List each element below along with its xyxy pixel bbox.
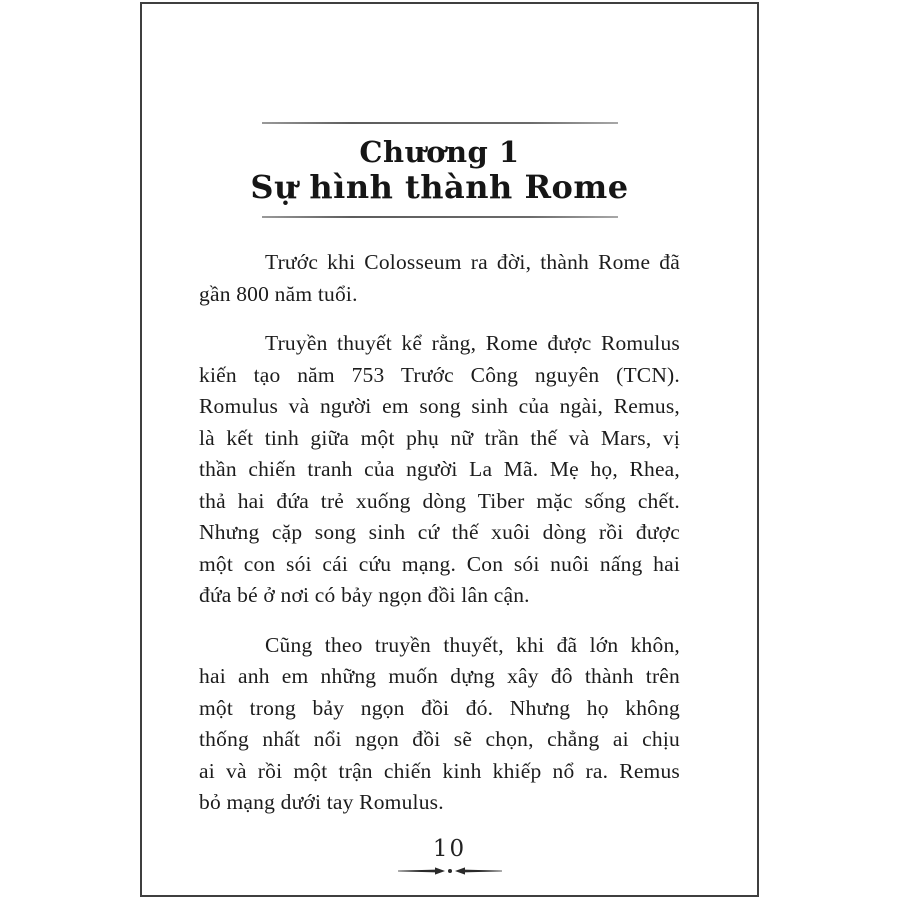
paragraph [199, 630, 680, 819]
chapter-label: Chương 1 [359, 135, 520, 169]
header-rule-top [262, 122, 618, 124]
body-line: thả hai đứa trẻ xuống dòng Tiber mặc sống chết. [199, 488, 680, 513]
body-line: một trong bảy ngọn đồi đó. Nhưng họ không [199, 695, 680, 720]
body-line: một con sói cái cứu mạng. Con sói nuôi nấng hai [199, 551, 680, 576]
body-line: Cũng theo truyền thuyết, khi đã lớn khôn, [265, 632, 680, 657]
body-line: ai và rồi một trận chiến kinh khiếp nổ ra. Remus [199, 758, 680, 783]
body-text [199, 247, 680, 837]
paragraph [199, 247, 680, 310]
header-rule-bottom [262, 216, 618, 218]
paragraph [199, 328, 680, 612]
body-line: thần chiến tranh của người La Mã. Mẹ họ, Rhea, [199, 457, 680, 481]
body-line: thống nhất nổi ngọn đồi sẽ chọn, chẳng ai chịu [199, 727, 680, 751]
page-number: 10 [432, 836, 467, 862]
footer-flourish-icon [140, 864, 759, 878]
body-line: Trước khi Colosseum ra đời, thành Rome đã [265, 250, 680, 274]
chapter-header [199, 122, 680, 218]
body-line: đứa bé ở nơi có bảy ngọn đồi lân cận. [199, 583, 530, 607]
body-line: hai anh em những muốn dựng xây đô thành trên [199, 664, 680, 688]
body-line: Romulus và người em song sinh của ngài, Remus, [199, 394, 680, 418]
body-line: Truyền thuyết kể rằng, Rome được Romulus [265, 331, 680, 355]
body-line: Nhưng cặp song sinh cứ thế xuôi dòng rồi được [199, 520, 680, 544]
chapter-title: Sự hình thành Rome [250, 168, 629, 206]
body-line: gần 800 năm tuổi. [199, 281, 358, 306]
page-footer [140, 836, 759, 878]
body-line: là kết tinh giữa một phụ nữ trần thế và Mars, vị [199, 425, 680, 450]
body-line: kiến tạo năm 753 Trước Công nguyên (TCN). [199, 362, 680, 387]
body-line: bỏ mạng dưới tay Romulus. [199, 790, 444, 814]
